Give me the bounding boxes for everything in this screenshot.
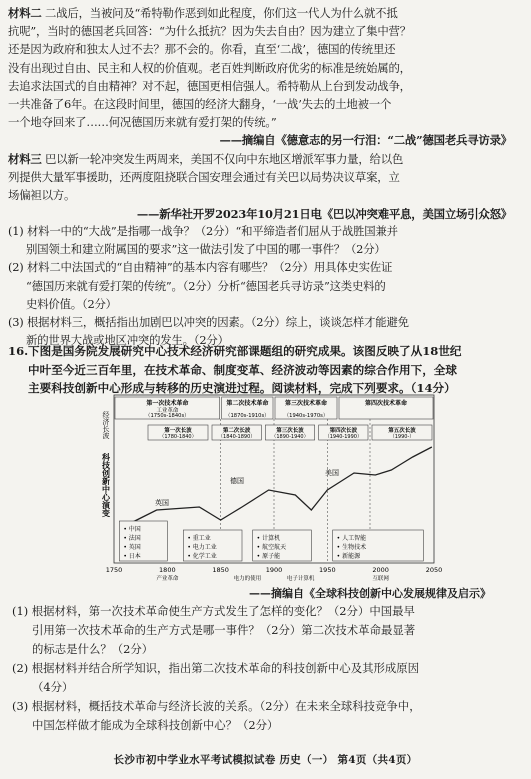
center-label: 美国	[325, 469, 339, 477]
x-tick-note: 电力的使用	[233, 576, 262, 582]
q15-part-2-cont: “德国历来就有爱打架的传统”。（2分）分析“德国老兵寻访录”这类史料的	[26, 278, 386, 293]
q16-part-3-cont: 中国怎样做才能成为全球科技创新中心？（2分）	[32, 718, 279, 732]
note-item: • 新能源	[336, 553, 361, 560]
x-tick-note: 电子计算机	[286, 576, 315, 582]
x-axis-ticks	[106, 566, 443, 582]
wave-period: （1940-1990）	[324, 434, 362, 440]
question-15-parts	[8, 222, 522, 349]
left-axis-label: 经济长波	[102, 411, 110, 439]
note-item: • 原子能	[256, 553, 281, 560]
wave-label: 第一次长波	[164, 428, 192, 434]
chart-source: ——摘编自《全球科技创新中心发展规律及启示》	[249, 587, 491, 600]
wave-label: 第四次长波	[329, 428, 358, 434]
revolution-bands	[115, 397, 433, 419]
revolution-label: 第四次技术革命	[364, 400, 408, 407]
material-two-line: 一共准备了6年。在这段时间里，德国的经济大翻身，‘一战’失去的土地被一个	[8, 97, 392, 112]
wave-label: 第五次长波	[388, 428, 416, 434]
q15-part-3: (3) 根据材料三，概括指出加剧巴以冲突的因素。（2分）综上，谈谈怎样才能避免	[8, 315, 409, 330]
long-waves	[148, 425, 432, 440]
q16-part-3: (3) 根据材料，概括技术革命与经济长波的关系。（2分）在未来全球科技竞争中，	[12, 699, 421, 713]
x-tick-label: 2050	[425, 566, 443, 574]
material-two-line: 一个地夺回来了……何况德国历来就有爱打架的传统。”	[8, 115, 277, 130]
wave-period: （1780-1840）	[159, 434, 197, 440]
note-item: • 英国	[123, 544, 141, 551]
revolution-label: 第一次技术革命	[146, 400, 189, 407]
q16-line: 中叶至今近三百年里，在技术革命、制度变革、经济波动等因素的综合作用下，全球	[28, 362, 457, 377]
wave-label: 第二次长波	[222, 428, 251, 434]
material-three-line: 巴以新一轮冲突发生两周来，美国不仅向中东地区增派军事力量，给以色	[41, 152, 404, 166]
note-item: • 生物技术	[336, 544, 367, 551]
q15-part-3-cont: 新的世界大战或地区冲突的发生。（2分）	[26, 333, 229, 348]
q16-part-2: (2) 根据材料并结合所学知识，指出第二次技术革命的科技创新中心及其形成原因	[12, 661, 420, 675]
material-two-label: 材料二	[8, 6, 42, 20]
q16-part-1-cont: 的标志是什么？（2分）	[32, 642, 154, 656]
q15-part-1: (1) 材料一中的“大战”是指哪一战争？（2分）“和平缔造者们屈从于战胜国兼并	[8, 224, 398, 238]
wave-period: （1990-）	[389, 434, 415, 440]
material-three-label: 材料三	[8, 152, 42, 166]
page-footer: 长沙市初中学业水平考试模拟试卷 历史（一） 第4页（共4页）	[113, 754, 418, 766]
wave-label: 第三次长波	[276, 428, 304, 434]
question-16-stem	[8, 342, 522, 398]
q16-part-1-cont: 引用第一次技术革命的生产方式是哪一事件？（2分）第二次技术革命最显著	[32, 623, 416, 637]
revolution-period: （1870s-1910s）	[225, 413, 270, 419]
note-item: • 人工智能	[336, 535, 367, 542]
x-tick-label: 1900	[265, 566, 283, 574]
material-two	[8, 4, 522, 150]
q15-part-1-cont: 别国领土和建立附属国的要求”这一做法引发了中国的哪一事件？（2分）	[26, 242, 386, 257]
material-two-line: 还是因为政府和独太人过不去？那不会的。你看，直至‘二战’，德国的传统里还	[8, 42, 396, 57]
revolution-label: 第二次技术革命	[226, 400, 269, 407]
innovation-center-chart	[100, 395, 443, 583]
question-16-parts	[12, 602, 524, 735]
innovation-curve	[127, 447, 432, 525]
revolution-sub: 工业革命	[156, 408, 179, 414]
x-tick-note: 产业革命	[156, 576, 179, 582]
x-tick-label: 1800	[159, 566, 176, 574]
material-three	[8, 150, 522, 223]
material-two-line: 抗呢”，当时的德国老兵回答：“为什么抵抗？因为失去自由？因为建立了集中营？	[8, 24, 411, 39]
note-item: • 电力工业	[187, 544, 217, 551]
q16-line: 下图是国务院发展研究中心技术经济研究部课题组的研究成果。该图反映了从18世纪	[28, 344, 462, 358]
q16-part-2-cont: （4分）	[32, 680, 74, 694]
note-item: • 日本	[123, 553, 141, 560]
x-tick-note: 互联网	[372, 576, 389, 582]
question-number: 16.	[8, 344, 29, 358]
revolution-period: （1940s-1970s）	[283, 413, 329, 419]
x-tick-label: 2000	[372, 566, 389, 574]
center-label: 德国	[230, 477, 244, 485]
material-two-line: 二战后，当被问及“希特勒作恶到如此程度，你们这一代人为什么就不抵	[41, 6, 398, 20]
note-item: • 航空航天	[256, 544, 287, 551]
x-tick-label: 1950	[319, 566, 336, 574]
center-label: 英国	[155, 499, 169, 507]
q16-line: 主要科技创新中心形成与转移的历史演进过程。阅读材料，完成下列要求。（14分）	[28, 381, 456, 395]
note-item: • 法国	[123, 535, 141, 542]
material-three-line: 场偏袒以方。	[8, 188, 76, 203]
x-tick-label: 1750	[105, 566, 123, 574]
note-item: • 计算机	[256, 535, 281, 542]
wave-period: （1890-1940）	[271, 434, 309, 440]
y-axis-label: 科技创新中心演变	[101, 453, 111, 517]
q15-part-2-cont: 史料价值。（2分）	[26, 296, 117, 311]
material-three-line: 列提供大量军事援助，还两度阻挠联合国安理会通过有关巴以局势决议草案，立	[8, 170, 400, 185]
note-boxes	[119, 521, 423, 561]
material-three-source: ——新华社开罗2023年10月21日电《巴以冲突难平息，美国立场引众怒》	[136, 206, 512, 221]
q15-part-2: (2) 材料二中法国式的“自由精神”的基本内容有哪些？（2分）用具体史实佐证	[8, 260, 393, 275]
material-two-line: 去追求法国式的自由精神？对不起，德国更相信强人。希特勒从上台到发动战争，	[8, 78, 411, 93]
note-item: • 化学工业	[187, 553, 217, 560]
x-tick-label: 1850	[212, 566, 229, 574]
revolution-period: （1750s-1840s）	[145, 413, 190, 419]
wave-period: （1840-1890）	[218, 434, 256, 440]
note-item: • 中国	[123, 526, 141, 533]
revolution-label: 第三次技术革命	[284, 400, 328, 407]
q16-part-1: (1) 根据材料，第一次技术革命使生产方式发生了怎样的变化？（2分）中国最早	[12, 604, 415, 618]
material-two-line: 没有出现过自由、民主和人权的价值观。老百姓判断政府优劣的标准是统始属的，	[8, 60, 411, 75]
note-item: • 重工业	[187, 535, 211, 542]
material-two-source: ——摘编自《德意志的另一行泪：“二战”德国老兵寻访录》	[219, 133, 512, 148]
